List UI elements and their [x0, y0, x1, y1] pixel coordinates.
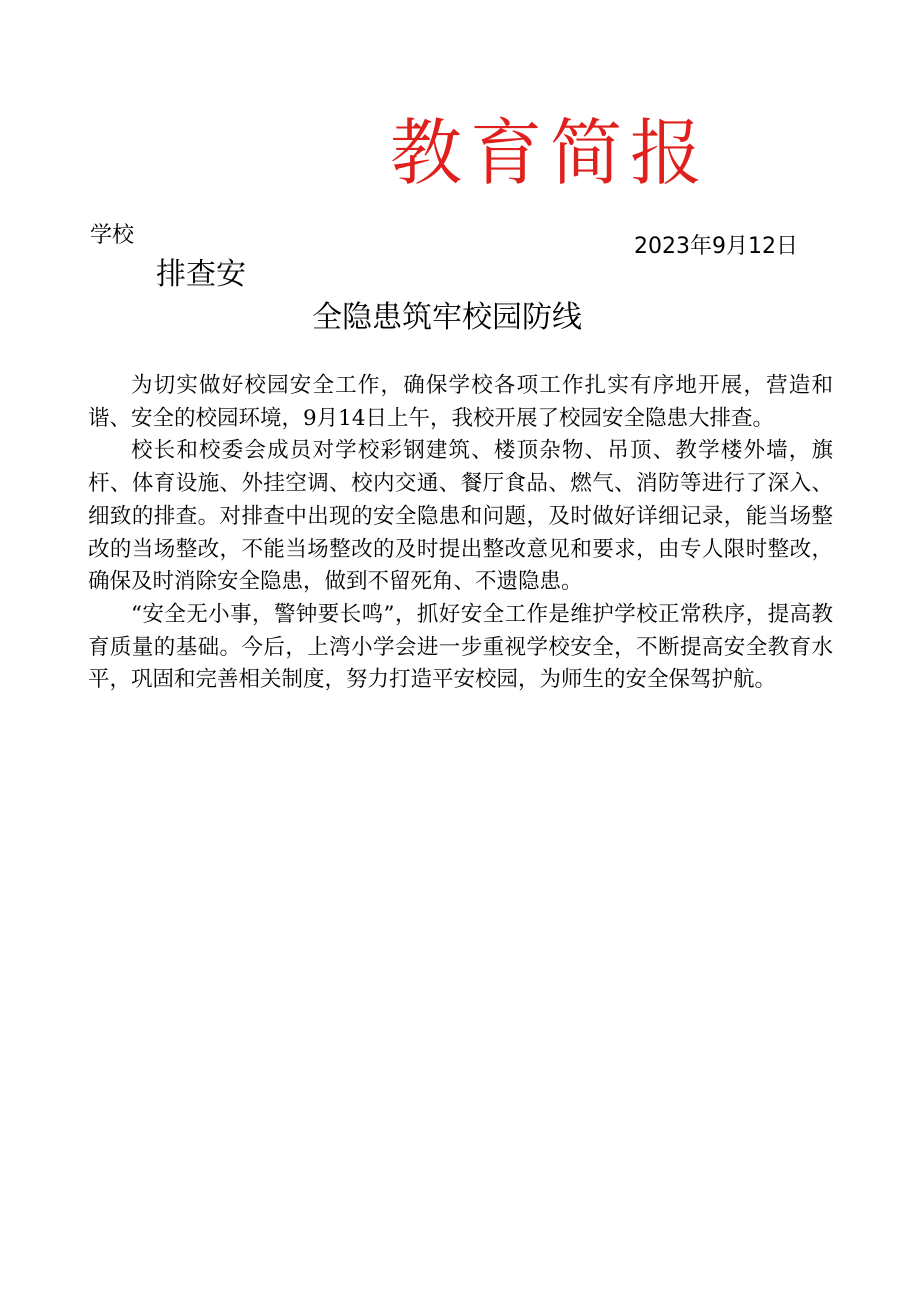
article-paragraph-3: “安全无小事，警钟要长鸣”，抓好安全工作是维护学校正常秩序，提高教育质量的基础。今后，上湾小学会进一步重视学校安全，不断提高安全教育水平，巩固和完善相关制度，努力打造平安校园，为师生的安全保驾护航。: [88, 601, 833, 693]
article-paragraph-1: 为切实做好校园安全工作，确保学校各项工作扎实有序地开展，营造和谐、安全的校园环境，9月14日上午，我校开展了校园安全隐患大排查。: [88, 373, 833, 431]
masthead-title: 教育简报: [390, 111, 711, 195]
article-body: [88, 370, 833, 697]
headline-line-2: 全隐患筑牢校园防线: [312, 300, 582, 335]
article-paragraph-2: 校长和校委会成员对学校彩钢建筑、楼顶杂物、吊顶、教学楼外墙，旗杆、体育设施、外挂空调、校内交通、餐厅食品、燃气、消防等进行了深入、细致的排查。对排查中出现的安全隐患和问题，及时做好详细记录，能当场整改的当场整改，不能当场整改的及时提出整改意见和要求，由专人限时整改，确保及时消除安全隐患，做到不留死角、不遗隐患。: [88, 438, 833, 595]
headline-line-1: 排查安: [156, 257, 246, 292]
school-label: 学校: [90, 223, 135, 248]
issue-date: 2023年9月12日: [634, 234, 798, 259]
